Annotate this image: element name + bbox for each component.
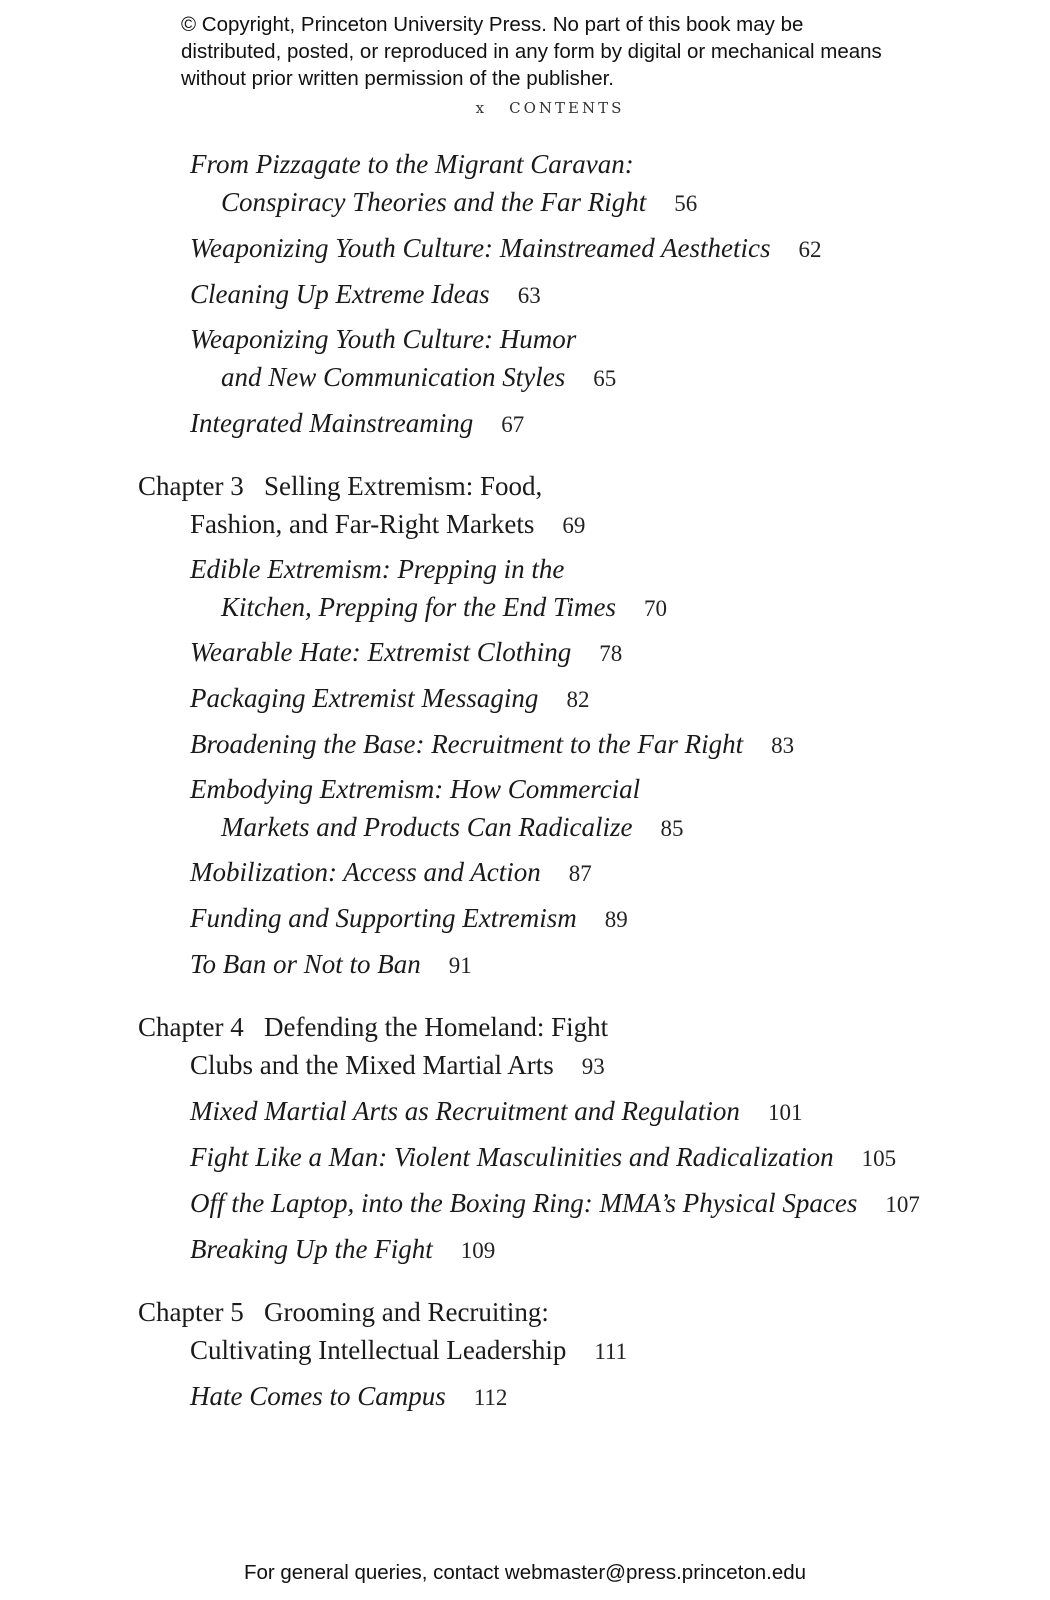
toc-entry bbox=[190, 899, 628, 939]
toc-entry bbox=[190, 770, 683, 848]
toc-page-number: 105 bbox=[861, 1146, 897, 1171]
toc-chapter-title-line2: Cultivating Intellectual Leadership bbox=[190, 1335, 567, 1365]
toc-entry-title: Broadening the Base: Recruitment to the Far Right bbox=[190, 729, 744, 759]
toc-page-number: 87 bbox=[568, 861, 592, 886]
toc-chapter-title-line1: Chapter 3 Selling Extremism: Food, bbox=[138, 471, 543, 501]
toc-page-number: 107 bbox=[885, 1192, 920, 1217]
toc-entry-title: Packaging Extremist Messaging bbox=[190, 683, 539, 713]
toc-entry-title: Funding and Supporting Extremism bbox=[190, 903, 577, 933]
toc-page-number: 85 bbox=[660, 816, 684, 841]
toc-entry bbox=[190, 853, 592, 893]
toc-page-number: 91 bbox=[448, 953, 472, 978]
toc-entry-title-line1: Edible Extremism: Prepping in the bbox=[190, 554, 565, 584]
toc-entry-title-line2: and New Communication Styles bbox=[221, 362, 566, 392]
toc-chapter-title-line2: Clubs and the Mixed Martial Arts bbox=[190, 1050, 554, 1080]
toc-entry bbox=[190, 229, 822, 269]
toc-entry bbox=[190, 145, 697, 223]
toc-entry-title: Fight Like a Man: Violent Masculinities and Radicalization bbox=[190, 1142, 834, 1172]
toc-page-number: 93 bbox=[581, 1054, 605, 1079]
toc-entry-title-line1: Embodying Extremism: How Commercial bbox=[190, 774, 641, 804]
toc-page-number: 67 bbox=[501, 412, 525, 437]
toc-chapter-4 bbox=[138, 1008, 608, 1086]
toc-page-number: 109 bbox=[460, 1238, 496, 1263]
toc-page-number: 63 bbox=[517, 283, 541, 308]
toc-entry bbox=[190, 320, 616, 398]
footer-contact: For general queries, contact webmaster@press.princeton.edu bbox=[243, 1561, 807, 1584]
toc-entry bbox=[190, 275, 541, 315]
toc-page-number: 65 bbox=[593, 366, 617, 391]
copyright-notice: © Copyright, Princeton University Press. No part of this book may be distributed, posted, or reproduced in any form by digital or mechanical means without prior written permission of the publisher. bbox=[181, 13, 882, 90]
toc-entry bbox=[190, 550, 667, 628]
toc-chapter-5 bbox=[138, 1293, 627, 1371]
toc-entry bbox=[190, 679, 589, 719]
toc-entry-title: To Ban or Not to Ban bbox=[190, 949, 421, 979]
toc-entry-title: Breaking Up the Fight bbox=[190, 1234, 433, 1264]
toc-entry-title-line1: Weaponizing Youth Culture: Humor bbox=[190, 324, 577, 354]
toc-page-number: 62 bbox=[798, 237, 822, 262]
toc-entry-title: Off the Laptop, into the Boxing Ring: MMA’s Physical Spaces bbox=[190, 1188, 858, 1218]
toc-entry bbox=[190, 1138, 896, 1178]
page-folio: x bbox=[475, 99, 488, 117]
toc-page-number: 112 bbox=[473, 1385, 508, 1410]
toc-entry-title: Mixed Martial Arts as Recruitment and Regulation bbox=[190, 1096, 740, 1126]
toc-entry-title: Mobilization: Access and Action bbox=[190, 857, 541, 887]
toc-chapter-3 bbox=[138, 467, 585, 545]
toc-entry-title: Cleaning Up Extreme Ideas bbox=[190, 279, 490, 309]
toc-page-number: 56 bbox=[674, 191, 698, 216]
toc-entry-title: Hate Comes to Campus bbox=[190, 1381, 446, 1411]
toc-chapter-title-line1: Chapter 4 Defending the Homeland: Fight bbox=[138, 1012, 609, 1042]
toc-entry bbox=[190, 1230, 495, 1270]
toc-page-number: 83 bbox=[771, 733, 795, 758]
toc-entry bbox=[190, 1184, 920, 1224]
toc-entry bbox=[190, 945, 472, 985]
toc-page-number: 69 bbox=[562, 513, 586, 538]
toc-page-number: 78 bbox=[599, 641, 623, 666]
toc-chapter-title-line2: Fashion, and Far-Right Markets bbox=[190, 509, 535, 539]
toc-page-number: 82 bbox=[566, 687, 590, 712]
toc-entry bbox=[190, 725, 794, 765]
toc-page-number: 111 bbox=[594, 1339, 628, 1364]
toc-entry-title: Weaponizing Youth Culture: Mainstreamed Aesthetics bbox=[190, 233, 771, 263]
toc-entry-title: Integrated Mainstreaming bbox=[190, 408, 474, 438]
toc-entry bbox=[190, 404, 524, 444]
toc-page-number: 89 bbox=[604, 907, 628, 932]
toc-entry-title-line2: Kitchen, Prepping for the End Times bbox=[221, 592, 616, 622]
toc-entry bbox=[190, 633, 622, 673]
toc-page-number: 101 bbox=[767, 1100, 803, 1125]
toc-entry-title-line2: Markets and Products Can Radicalize bbox=[221, 812, 633, 842]
running-head-title: CONTENTS bbox=[509, 99, 625, 117]
toc-entry bbox=[190, 1377, 507, 1417]
toc-entry-title-line2: Conspiracy Theories and the Far Right bbox=[221, 187, 647, 217]
toc-page-number: 70 bbox=[643, 596, 667, 621]
toc-entry-title-line1: From Pizzagate to the Migrant Caravan: bbox=[190, 149, 634, 179]
toc-entry-title: Wearable Hate: Extremist Clothing bbox=[190, 637, 572, 667]
toc-chapter-title-line1: Chapter 5 Grooming and Recruiting: bbox=[138, 1297, 549, 1327]
toc-entry bbox=[190, 1092, 802, 1132]
